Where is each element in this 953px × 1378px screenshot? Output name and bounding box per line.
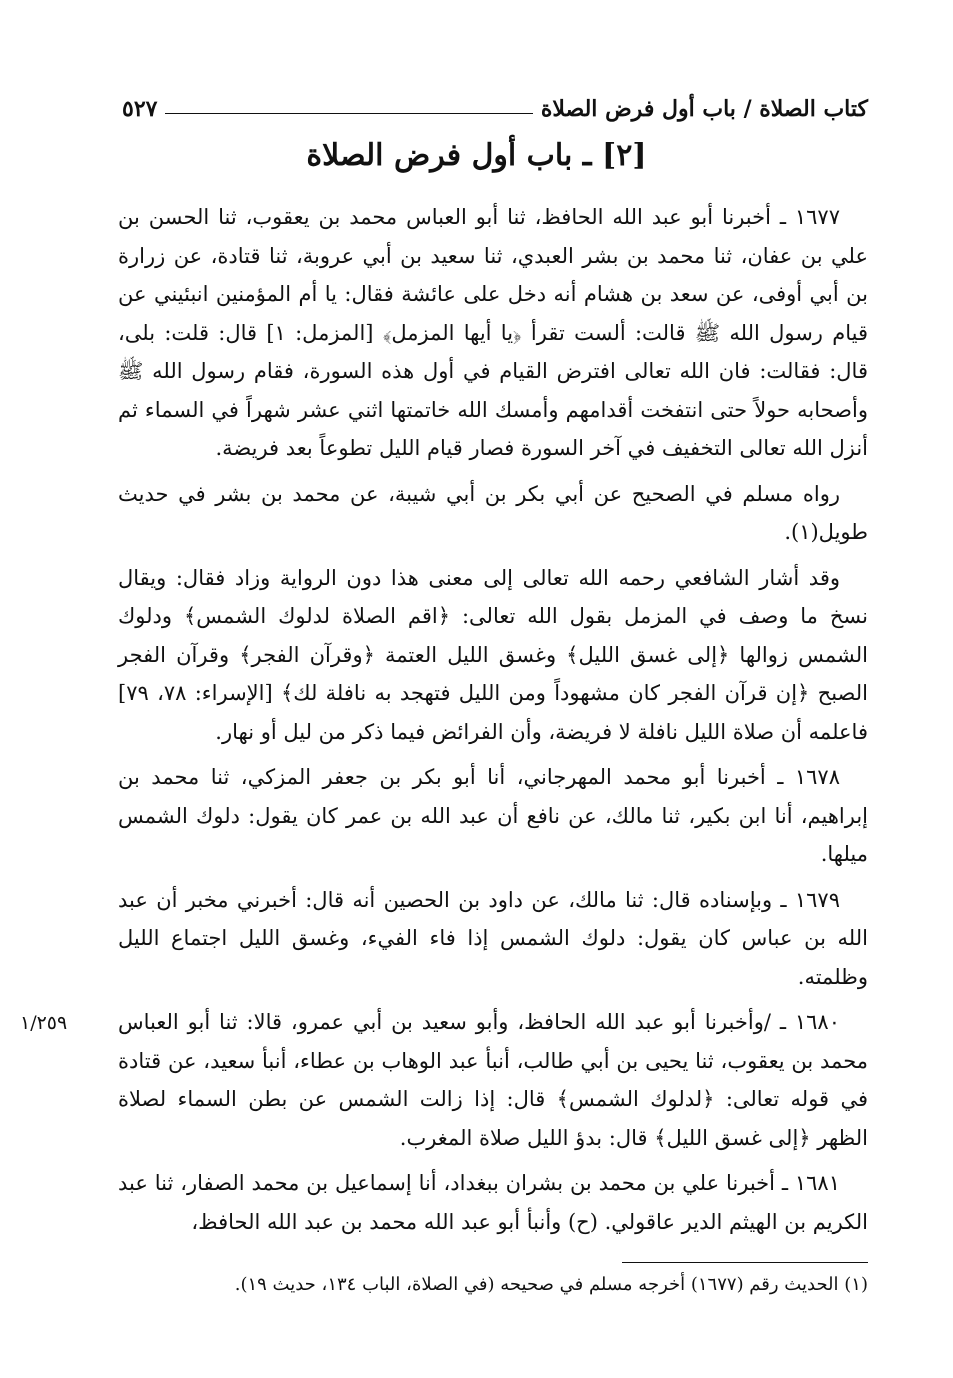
paragraph-muslim-note: رواه مسلم في الصحيح عن أبي بكر بن أبي شيبة، عن محمد بن بشر في حديث طويل(١).	[118, 481, 868, 544]
paragraph-hadith-1680: ١٦٨٠ ـ /وأخبرنا أبو عبد الله الحافظ، وأبو سعيد بن أبي عمرو، قالا: ثنا أبو العباس محمد بن يعقوب، ثنا يحيى بن أبي طالب، أنبأ عبد الوهاب بن عطاء، أنبأ سعيد، عن قتادة في قوله تعالى: ﴿لدلوك الشمس﴾ قال: إذا زالت الشمس عن بطن السماء لصلاة الظهر ﴿إلى غسق الليل﴾ قال: بدؤ الليل صلاة المغرب.	[118, 1010, 868, 1150]
paragraph-hadith-1677: ١٦٧٧ ـ أخبرنا أبو عبد الله الحافظ، ثنا أبو العباس محمد بن يعقوب، ثنا الحسن بن علي بن عفان، ثنا محمد بن بشر العبدي، ثنا سعيد بن أبي عروبة، ثنا قتادة، عن زرارة بن أبي أوفى، عن سعد بن هشام أنه دخل على عائشة فقال: يا أم المؤمنين انبئيني عن قيام رسول الله ﷺ قالت: ألست تقرأ ﴿يا أيها المزمل﴾ [المزمل: ١] قال: قلت: بلى، قال: فقالت: فان الله تعالى افترض القيام في أول هذه السورة، فقام رسول الله ﷺ وأصحابه حولاً حتى انتفخت أقدامهم وأمسك الله خاتمتها اثني عشر شهراً في السماء ثم أنزل الله تعالى التخفيف في آخر السورة فصار قيام الليل تطوعاً بعد فريضة.	[118, 205, 868, 460]
footnote: (١) الحديث رقم (١٦٧٧) أخرجه مسلم في صحيحه (في الصلاة، الباب ١٣٤، حديث ١٩).	[234, 1274, 868, 1295]
body-text	[118, 198, 868, 1248]
page-number: ٥٢٧	[122, 96, 158, 122]
footnote-rule	[622, 1262, 868, 1263]
running-header	[122, 92, 868, 122]
margin-note: ١/٢٥٩	[20, 1012, 68, 1034]
paragraph-shafii: وقد أشار الشافعي رحمه الله تعالى إلى معنى هذا دون الرواية وزاد فقال: ويقال نسخ ما وصف في المزمل بقول الله تعالى: ﴿اقم الصلاة لدلوك الشمس﴾ ودلوك الشمس زوالها ﴿إلى غسق الليل﴾ وغسق الليل العتمة ﴿وقرآن الفجر﴾ وقرآن الفجر الصبح ﴿إن قرآن الفجر كان مشهوداً ومن الليل فتهجد به نافلة لك﴾ [الإسراء: ٧٨، ٧٩] فاعلمه أن صلاة الليل نافلة لا فريضة، وأن الفرائض فيما ذكر من ليل أو نهار.	[118, 565, 868, 744]
paragraph-hadith-1679: ١٦٧٩ ـ وبإسناده قال: ثنا مالك، عن داود بن الحصين أنه قال: أخبرني مخبر أن عبد الله بن عباس كان يقول: دلوك الشمس إذا فاء الفيء، وغسق الليل اجتماع الليل وظلمته.	[118, 887, 868, 989]
paragraph-hadith-1678: ١٦٧٨ ـ أخبرنا أبو محمد المهرجاني، أنا أبو بكر بن جعفر المزكي، ثنا محمد بن إبراهيم، أنا ابن بكير، ثنا مالك، عن نافع أن عبد الله بن عمر كان يقول: دلوك الشمس ميلها.	[118, 765, 868, 866]
header-rule	[165, 113, 532, 114]
running-title: كتاب الصلاة / باب أول فرض الصلاة	[540, 96, 868, 122]
paragraph-hadith-1681: ١٦٨١ ـ أخبرنا علي بن محمد بن بشران ببغداد، أنا إسماعيل بن محمد الصفار، ثنا عبد الكريم بن الهيثم الدير عاقولي. (ح) وأنبأ أبو عبد الله محمد بن عبد الله الحافظ،	[118, 1171, 868, 1234]
chapter-title: [٢] ـ باب أول فرض الصلاة	[306, 138, 647, 173]
